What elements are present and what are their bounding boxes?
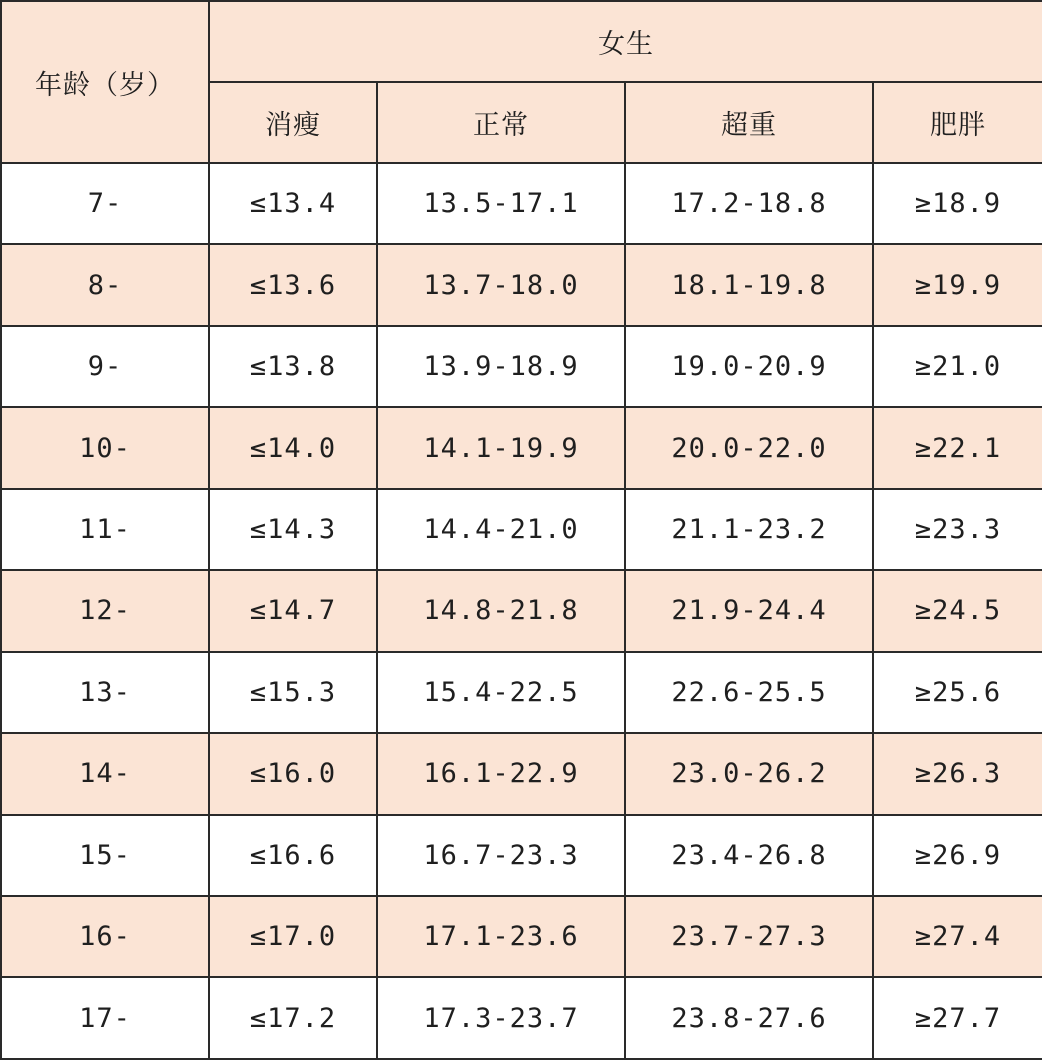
obese-cell: ≥27.7: [873, 977, 1042, 1058]
thin-cell: ≤17.0: [209, 896, 377, 977]
normal-cell: 14.4-21.0: [377, 489, 625, 570]
normal-column-header: 正常: [377, 82, 625, 163]
table-row: [1, 489, 1042, 570]
thin-cell: ≤13.4: [209, 163, 377, 244]
table-row: [1, 244, 1042, 325]
obese-cell: ≥25.6: [873, 652, 1042, 733]
thin-cell: ≤14.0: [209, 407, 377, 488]
obese-column-header: 肥胖: [873, 82, 1042, 163]
thin-cell: ≤13.8: [209, 326, 377, 407]
table-row: [1, 163, 1042, 244]
age-cell: 13-: [1, 652, 209, 733]
obese-cell: ≥21.0: [873, 326, 1042, 407]
normal-cell: 17.3-23.7: [377, 977, 625, 1058]
normal-cell: 13.7-18.0: [377, 244, 625, 325]
thin-cell: ≤15.3: [209, 652, 377, 733]
table-row: [1, 407, 1042, 488]
table-row: [1, 896, 1042, 977]
thin-cell: ≤16.0: [209, 733, 377, 814]
obese-cell: ≥24.5: [873, 570, 1042, 651]
thin-cell: ≤14.7: [209, 570, 377, 651]
age-cell: 9-: [1, 326, 209, 407]
normal-cell: 15.4-22.5: [377, 652, 625, 733]
overweight-cell: 23.7-27.3: [625, 896, 873, 977]
obese-cell: ≥19.9: [873, 244, 1042, 325]
normal-cell: 16.1-22.9: [377, 733, 625, 814]
table-row: [1, 326, 1042, 407]
overweight-cell: 19.0-20.9: [625, 326, 873, 407]
age-cell: 16-: [1, 896, 209, 977]
age-cell: 12-: [1, 570, 209, 651]
thin-cell: ≤13.6: [209, 244, 377, 325]
age-cell: 7-: [1, 163, 209, 244]
overweight-cell: 22.6-25.5: [625, 652, 873, 733]
thin-column-header: 消瘦: [209, 82, 377, 163]
obese-cell: ≥18.9: [873, 163, 1042, 244]
normal-cell: 13.9-18.9: [377, 326, 625, 407]
table-row: [1, 815, 1042, 896]
obese-cell: ≥27.4: [873, 896, 1042, 977]
obese-cell: ≥23.3: [873, 489, 1042, 570]
overweight-cell: 17.2-18.8: [625, 163, 873, 244]
normal-cell: 13.5-17.1: [377, 163, 625, 244]
girls-group-header: 女生: [209, 1, 1042, 82]
normal-cell: 17.1-23.6: [377, 896, 625, 977]
normal-cell: 14.1-19.9: [377, 407, 625, 488]
overweight-cell: 18.1-19.8: [625, 244, 873, 325]
obese-cell: ≥26.9: [873, 815, 1042, 896]
table-row: [1, 977, 1042, 1058]
overweight-cell: 21.9-24.4: [625, 570, 873, 651]
normal-cell: 16.7-23.3: [377, 815, 625, 896]
age-cell: 8-: [1, 244, 209, 325]
normal-cell: 14.8-21.8: [377, 570, 625, 651]
table-row: [1, 652, 1042, 733]
overweight-cell: 23.0-26.2: [625, 733, 873, 814]
age-cell: 15-: [1, 815, 209, 896]
overweight-cell: 23.8-27.6: [625, 977, 873, 1058]
thin-cell: ≤16.6: [209, 815, 377, 896]
table-row: [1, 733, 1042, 814]
overweight-cell: 20.0-22.0: [625, 407, 873, 488]
overweight-column-header: 超重: [625, 82, 873, 163]
obese-cell: ≥26.3: [873, 733, 1042, 814]
thin-cell: ≤14.3: [209, 489, 377, 570]
age-cell: 10-: [1, 407, 209, 488]
overweight-cell: 23.4-26.8: [625, 815, 873, 896]
table-body: [1, 163, 1042, 1059]
age-cell: 11-: [1, 489, 209, 570]
obese-cell: ≥22.1: [873, 407, 1042, 488]
thin-cell: ≤17.2: [209, 977, 377, 1058]
overweight-cell: 21.1-23.2: [625, 489, 873, 570]
table-row: [1, 570, 1042, 651]
age-column-header: 年龄（岁）: [1, 1, 209, 163]
age-cell: 17-: [1, 977, 209, 1058]
age-cell: 14-: [1, 733, 209, 814]
